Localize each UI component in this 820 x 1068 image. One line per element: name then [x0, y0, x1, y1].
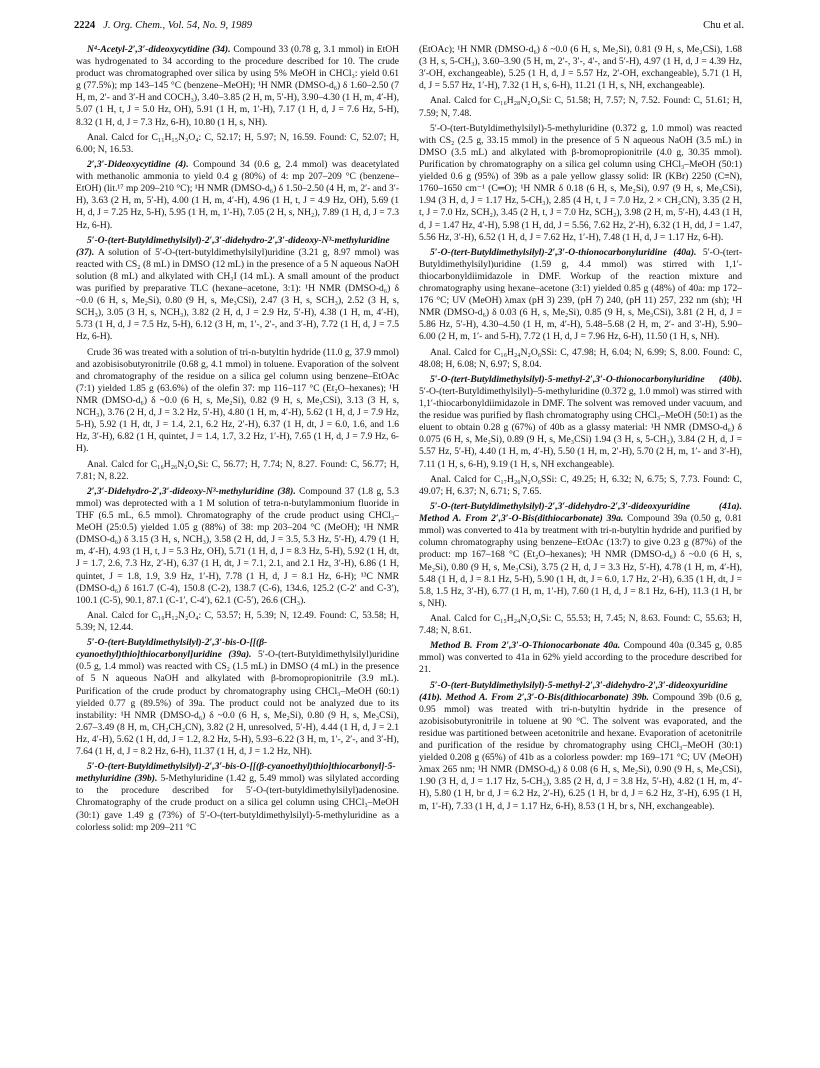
compound-heading: 5′-O-(tert-Butyldimethylsilyl)-2′,3′-didehydro-2′,3′-dideoxy-N³-methyluridine (37).	[76, 234, 390, 258]
paragraph	[76, 459, 399, 483]
right-column	[419, 44, 742, 1054]
paragraph-text: Anal. Calcd for C₁₆H₂₆N₂O₄Si: C, 56.77; H, 7.74; N, 8.27. Found: C, 56.77; H, 7.81; N, 8.22.	[76, 458, 399, 482]
paragraph-text: 5′-O-(tert-Butyldimethylsilyl)-5-methyluridine (0.372 g, 1.0 mmol) was reacted with CS₂ (2.5 g, 33.15 mmol) in the presence of 5 N aqueous NaOH (3.5 mL) in DMSO (3.5 mL) and alkylated with β-bromopropionitrile (4.0 g, 30.35 mmol). Purification by chromatography on a silica gel column using CHCl₃–MeOH (50:1) yielded 0.6 g (95%) of 39b as a pale yellow glassy solid: IR (KBr) 2250 (C≡N), 1760–1650 cm⁻¹ (C═O); ¹H NMR δ 0.18 (6 H, s, Me₂Si), 0.97 (9 H, s, Me₃CSi), 1.94 (3 H, d, J = 1.17 Hz, 5-CH₃), 2.85 (4 H, t, J = 7.0 Hz, 2 × CH₂CN), 3.35 (2 H, t, J = 7.0 Hz, SCH₂), 3.45 (2 H, t, J = 7.0 Hz, SCH₂), 3.98 (2 H, m, 5′-H), 4.43 (1 H, d, J = 1.47 Hz, 4′-H), 5.98 (1 H, dd, J = 5.56, 7.62 Hz, 2′-H), 6.32 (1 H, dd, J = 1.47, 5.56 Hz, 3′-H), 6.52 (1 H, d, J = 7.62 Hz, 1′-H), 7.48 (1 H, d, J = 1.17 Hz, 6-H).	[419, 122, 742, 243]
paragraph	[76, 132, 399, 156]
paragraph	[419, 640, 742, 676]
paragraph	[419, 613, 742, 637]
compound-heading: 5′-O-(tert-Butyldimethylsilyl)-2′,3′-O-thionocarbonyluridine (40a).	[430, 246, 697, 258]
paragraph	[419, 374, 742, 471]
paragraph	[419, 44, 742, 92]
paragraph-text: Anal. Calcd for C₁₅H₂₄N₂O₄Si: C, 55.53; H, 7.45; N, 8.63. Found: C, 55.63; H, 7.48; N, 8.61.	[419, 612, 742, 637]
paragraph-text: Compound 33 (0.78 g, 3.1 mmol) in EtOH was hydrogenated to 34 according to the procedure described for 10. The crude product was chromatographed over silica by using 5% MeOH in CHCl₃: yield 0.61 g (77.5%); mp 143–145 °C (benzene–MeOH); ¹H NMR (DMSO-d₆) δ 1.60–2.50 (7 H, m, 2′- and 3′-H and COCH₃), 3.40–3.85 (2 H, m, 5′-H), 3.90–4.30 (1 H, m, 4′-H), 5.07 (1 H, t, J = 5.0 Hz, OH), 5.91 (1 H, m, 1′-H), 7.17 (1 H, d, J = 7.6 Hz, 5-H), 8.32 (1 H, d, J = 7.3 Hz, 6-H), 10.80 (1 H, s, NH).	[76, 44, 399, 128]
compound-heading: N⁴-Acetyl-2′,3′-dideoxycytidine (34).	[87, 44, 231, 55]
compound-heading: 2′,3′-Didehydro-2′,3′-dideoxy-N³-methyluridine (38).	[87, 485, 296, 497]
paragraph-text: Anal. Calcd for C₁₆H₂₈N₂O₆Si: C, 51.58; H, 7.57; N, 7.52. Found: C, 51.61; H, 7.59; N, 7.48.	[419, 95, 742, 119]
paragraph	[76, 347, 399, 456]
paragraph-text: 5′-O-(tert-Butyldimethylsilyl)uridine (1.59 g, 4.4 mmol) was stirred with 1,1′-thiocarbonyldiimidazole in DMF. Workup of the reaction mixture and chromatography using hexane–acetone (3:1) yielded 0.85 g (48%) of 40a: mp 172–176 °C; UV (MeOH) λmax (pH 3) 239, (pH 7) 240, (pH 11) 257, 232 nm (sh); ¹H NMR (DMSO-d₆) δ 0.03 (6 H, s, Me₂Si), 0.85 (9 H, s, Me₃CSi), 3.81 (2 H, d, J = 5.86 Hz, 5′-H), 4.30–4.50 (1 H, m, 4′-H), 5.48–5.68 (2 H, m, 2′- and 3′-H), 5.90–6.00 (2 H, m, 1′- and 5-H), 7.72 (1 H, d, J = 7.96 Hz, 6-H), 11.50 (1 H, s, NH).	[419, 246, 742, 343]
paragraph-text: Anal. Calcd for C₁₀H₁₂N₂O₄: C, 53.57; H, 5.39; N, 12.49. Found: C, 53.58; H, 5.39; N, 12.44.	[76, 609, 399, 633]
paragraph-text: Anal. Calcd for C₁₇H₂₆N₂O₆SSi: C, 49.25; H, 6.32; N, 6.75; S, 7.73. Found: C, 49.07; H, 6.37; N, 6.71; S, 7.65.	[419, 473, 742, 497]
paragraph	[76, 486, 399, 607]
compound-heading: Method B. From 2′,3′-O-Thionocarbonate 40a.	[430, 640, 621, 652]
journal-citation: J. Org. Chem., Vol. 54, No. 9, 1989	[103, 20, 252, 31]
paragraph	[76, 637, 399, 758]
paragraph-text: Compound 37 (1.8 g, 5.3 mmol) was deprotected with a 1 M solution of tetra-n-butylammonium fluoride in THF (6.5 mL, 6.5 mmol). Chromatography of the crude product using CHCl₃–MeOH (25:0.5) yielded 1.05 g (88%) of 38: mp 203–204 °C (MeOH); ¹H NMR (DMSO-d₆) δ 3.15 (3 H, s, NCH₃), 3.58 (2 H, dd, J = 3.5, 5.3 Hz, 5′-H), 4.79 (1 H, m, 4′-H), 4.93 (1 H, t, J = 5.3 Hz, OH), 5.71 (1 H, d, J = 8.3 Hz, 5-H), 5.92 (1 H, dt, J = 1.7, 2.6, 7.3 Hz, 2′-H), 6.37 (1 H, dt, J = 7.1, 2.1, and 2.1 Hz, 3′-H), 6.86 (1 H, quintet, J = 1.8, 1.9, 3.9 Hz, 1′-H), 7.78 (1 H, d, J = 8.1 Hz, 6-H); ¹³C NMR (DMSO-d₆) δ 161.7 (C-4), 150.8 (C-2), 138.7 (C-6), 134.6, 125.2 (C-2′ and C-3′), 100.1 (C-5), 90.1, 87.1 (C-1′, C-4′), 62.1 (C-5′), 26.6 (CH₃).	[76, 485, 399, 606]
paragraph-text: Anal. Calcd for C₁₆H₂₄N₂O₆SSi: C, 47.98; H, 6.04; N, 6.99; S, 8.00. Found: C, 48.08; H, 6.08; N, 6.97; S, 8.04.	[419, 346, 742, 370]
paragraph	[419, 347, 742, 371]
paragraph	[419, 680, 742, 813]
paragraph	[76, 235, 399, 344]
paragraph	[76, 159, 399, 232]
paragraph	[419, 474, 742, 498]
paragraph	[419, 501, 742, 610]
header-authors: Chu et al.	[703, 20, 744, 31]
paragraph-text: Compound 39a (0.50 g, 0.81 mmol) was converted to 41a by treatment with tri-n-butyltin hydride and purified by column chromatography using benzene–EtOAc (13:7) to give 0.23 g (87%) of the product: mp 167–168 °C (Et₂O–hexanes); ¹H NMR (DMSO-d₆) δ ~0.0 (6 H, s, Me₂Si), 0.80 (9 H, s, Me₃CSi), 3.75 (2 H, d, J = 3.3 Hz, 5′-H), 4.78 (1 H, m, 4′-H), 5.48 (1 H, d, J = 8.1 Hz, 5-H), 5.90 (1 H, dt, J = 6.0, 1.7 Hz, 2′-H), 6.35 (1 H, dt, J = 5.8, 1.5 Hz, 3′-H), 6.77 (1 H, m, 1′-H), 7.60 (1 H, d, J = 8.1 Hz, 6-H), 11.3 (1 H, br s, NH).	[419, 513, 742, 609]
left-column	[76, 44, 399, 1054]
paragraph-text: Crude 36 was treated with a solution of tri-n-butyltin hydride (11.0 g, 37.9 mmol) and azobisisobutyronitrile (0.68 g, 4.1 mmol) in toluene. Evaporation of the solvent and chromatography of the residue on a silica gel column using benzene–EtOAc (7:1) yielded 1.85 g (63.6%) of the olefin 37: mp 116–117 °C (Et₂O–hexanes); ¹H NMR (DMSO-d₆) δ ~0.0 (6 H, s, Me₂Si), 0.82 (9 H, s, Me₃CSi), 3.13 (3 H, s, NCH₃), 3.76 (2 H, d, J = 3.2 Hz, 5′-H), 4.80 (1 H, m, 4′-H), 5.62 (1 H, d, J = 7.9 Hz, 5-H), 5.92 (1 H, dt, J = 1.4, 2.1, 6.2 Hz, 2′-H), 6.37 (1 H, dt, J = 6.0, 1.6, and 1.6 Hz, 3′-H), 6.82 (1 H, quintet, J = 1.4, 1.7, 3.2 Hz, 1′-H), 7.65 (1 H, d, J = 7.9 Hz, 6-H).	[76, 346, 399, 455]
paragraph	[76, 761, 399, 834]
compound-heading: 2′,3′-Dideoxycytidine (4).	[87, 159, 189, 171]
compound-heading: 5′-O-(tert-Butyldimethylsilyl)-2′,3′-didehydro-2′,3′-dideoxyuridine (41a). Method A. From 2′,3′-O-Bis(dithiocarbonate) 39a.	[419, 501, 742, 525]
compound-heading: 5′-O-(tert-Butyldimethylsilyl)-2′,3′-bis-O-[[(β-cyanoethyl)thio]thiocarbonyl]uridine (39a).	[76, 637, 268, 661]
paragraph-text: Compound 40a (0.345 g, 0.85 mmol) was converted to 41a in 62% yield according to the procedure described for 21.	[419, 640, 742, 676]
header-left	[74, 18, 252, 34]
paragraph-text: A solution of 5′-O-(tert-butyldimethylsilyl)uridine (3.21 g, 8.97 mmol) was reacted with CS₂ (8 mL) in DMSO (12 mL) in the presence of a 5 N aqueous NaOH solution (8 mL) and alkylated with CH₃I (14 mL). A small amount of the product was purified by preparative TLC (hexane–acetone, 3:1): ¹H NMR (DMSO-d₆) δ ~0.0 (6 H, s, Me₂Si), 0.80 (9 H, s, Me₃CSi), 2.47 (3 H, s, SCH₃), 2.52 (3 H, s, SCH₃), 3.05 (3 H, s, NCH₃), 3.82 (2 H, d, J = 2.9 Hz, 5′-H), 4.38 (1 H, m, 4′-H), 5.73 (1 H, d, J = 7.5 Hz, 5-H), 6.12 (3 H, m, 1′-, 2′-, and 3′-H), 7.72 (1 H, d, J = 7.5 Hz, 6-H).	[76, 246, 399, 343]
paragraph	[76, 44, 399, 129]
paragraph	[76, 610, 399, 634]
paragraph-text: 5′-O-(tert-Butyldimethylsilyl)uridine (0.5 g, 1.4 mmol) was reacted with CS₂ (1.5 mL) in DMSO (4 mL) in the presence of 5 N aqueous NaOH and alkylated with β-bromopropionitrile (3.9 mL). Purification of the crude product by chromatography using CHCl₃–MeOH (60:1) yielded 0.77 g (89.5%) of 39a. The product could not be analyzed due to its instability: ¹H NMR (DMSO-d₆) δ ~0.0 (6 H, s, Me₂Si), 0.80 (9 H, s, Me₃CSi), 2.67–3.49 (8 H, m, CH₂CH₂CN), 3.82 (2 H, unresolved, 5′-H), 4.44 (1 H, d, J = 2.1 Hz, 4′-H), 5.62 (1 H, dd, J = 1.2, 8.2 Hz, 5-H), 5.93–6.22 (3 H, m, 1′-, 2′-, and 3′-H), 7.64 (1 H, d, J = 8.2 Hz, 6-H), 11.37 (1 H, d, J = 1.2 Hz, NH).	[76, 649, 399, 757]
compound-heading: 5′-O-(tert-Butyldimethylsilyl)-5-methyl-2′,3′-O-thionocarbonyluridine (40b).	[430, 373, 742, 385]
paragraph	[419, 123, 742, 244]
paragraph	[419, 95, 742, 119]
compound-heading: 5′-O-(tert-Butyldimethylsilyl)-2′,3′-bis-O-[[(β-cyanoethyl)thio]thiocarbonyl]-5-methyluridine (39b).	[76, 761, 396, 785]
paragraph-text: 5′-O-(tert-Butyldimethylsilyl)–5-methyluridine (0.372 g, 1.0 mmol) was stirred with 1,1′-thiocarbonyldiimidazole in DMF. The solvent was removed under vacuum, and the residue was purified by flash chromatography using CHCl₃–MeOH (50:1) as the eluent to obtain 0.28 g (67%) of 40b as a glassy material: ¹H NMR (DMSO-d₆) δ 0.075 (6 H, s, Me₂Si), 0.89 (9 H, s, Me₃CSi) 1.94 (3 H, s, 5-CH₃), 3.84 (2 H, d, J = 5.57 Hz, 5′-H), 4.40 (1 H, m, 4′-H), 5.50 (1 H, m, 2′-H), 5.70 (2 H, m, 1′- and 3′-H), 7.11 (1 H, s, 6-H), 9.19 (1 H, s, NH exchangeable).	[419, 386, 742, 470]
paragraph	[419, 247, 742, 344]
page-number: 2224	[74, 20, 96, 31]
running-header	[74, 18, 744, 34]
paragraph-text: 5-Methyluridine (1.42 g, 5.49 mmol) was silylated according to the procedure described for 5′-O-(tert-butyldimethylsilyl)adenosine. Chromatography of the crude product on a silica gel column using CHCl₃–MeOH (30:1) gave 1.49 g (73%) of 5′-O-(tert-butyldimethylsilyl)-5-methyluridine as a colorless solid: mp 209–211 °C	[76, 773, 399, 833]
compound-heading: 5′-O-(tert-Butyldimethylsilyl)-5-methyl-2′,3′-didehydro-2′,3′-dideoxyuridine (41b). Method A. From 2′,3′-O-Bis(dithiocarbonate) 39b.	[419, 679, 728, 703]
paragraph-text: Anal. Calcd for C₁₁H₁₅N₃O₄: C, 52.17; H, 5.97; N, 16.59. Found: C, 52.07; H, 6.00; N, 16.53.	[76, 131, 399, 155]
paragraph-text: Compound 39b (0.6 g, 0.95 mmol) was treated with tri-n-butyltin hydride in the presence of azobisisobutyronitrile in toluene at 90 °C. The solvent was evaporated, and the residue was partitioned between acetonitrile and hexane. Evaporation of acetonitrile and purification of the residue by chromatography using CHCl₃–MeOH (30:1) yielded 0.208 g (65%) of 41b as a colorless powder: mp 169–171 °C; UV (MeOH) λmax 265 nm; ¹H NMR (DMSO-d₆) δ 0.08 (6 H, s, Me₂Si), 0.90 (9 H, s, Me₃CSi), 1.90 (3 H, d, J = 1.17 Hz, 5-CH₃), 3.85 (2 H, d, J = 3.8 Hz, 5′-H), 4.82 (1 H, m, 4′-H), 5.80 (1 H, br d, J = 6.2 Hz, 2′-H), 6.25 (1 H, br d, J = 6.2 Hz, 3′-H), 6.95 (1 H, m, 1′-H), 7.33 (1 H, d, J = 1.17 Hz, 6-H), 8.53 (1 H, br s, NH, exchangeable).	[419, 691, 742, 812]
paragraph-text: Compound 34 (0.6 g, 2.4 mmol) was deacetylated with methanolic ammonia to yield 0.4 g (80%) of 4: mp 207–209 °C (benzene–EtOH) (lit.¹⁷ mp 209–210 °C); ¹H NMR (DMSO-d₆) δ 1.50–2.50 (4 H, m, 2′- and 3′-H), 3.63 (2 H, m, 5′-H), 4.00 (1 H, m, 4′-H), 4.96 (1 H, t, J = 4.9 Hz, OH), 5.69 (1 H, d, J = 7.25 Hz, 5-H), 5.95 (1 H, m, 1′-H), 7.05 (2 H, s, NH₂), 7.89 (1 H, d, J = 7.3 Hz, 6-H).	[76, 159, 399, 231]
paragraph-text: (EtOAc); ¹H NMR (DMSO-d₆) δ ~0.0 (6 H, s, Me₂Si), 0.81 (9 H, s, Me₃CSi), 1.68 (3 H, s, 5-CH₃), 3.60–3.90 (5 H, m, 2′-, 3′-, 4′-, and 5′-H), 4.97 (1 H, d, J = 4.39 Hz, 3′-OH, exchangeable), 5.25 (1 H, d, J = 5.57 Hz, 2′-OH, exchangeable), 5.71 (1 H, d, J = 5.57 Hz, 1′-H), 7.32 (1 H, s, 6-H), 11.21 (1 H, s, NH, exchangeable).	[419, 44, 742, 92]
